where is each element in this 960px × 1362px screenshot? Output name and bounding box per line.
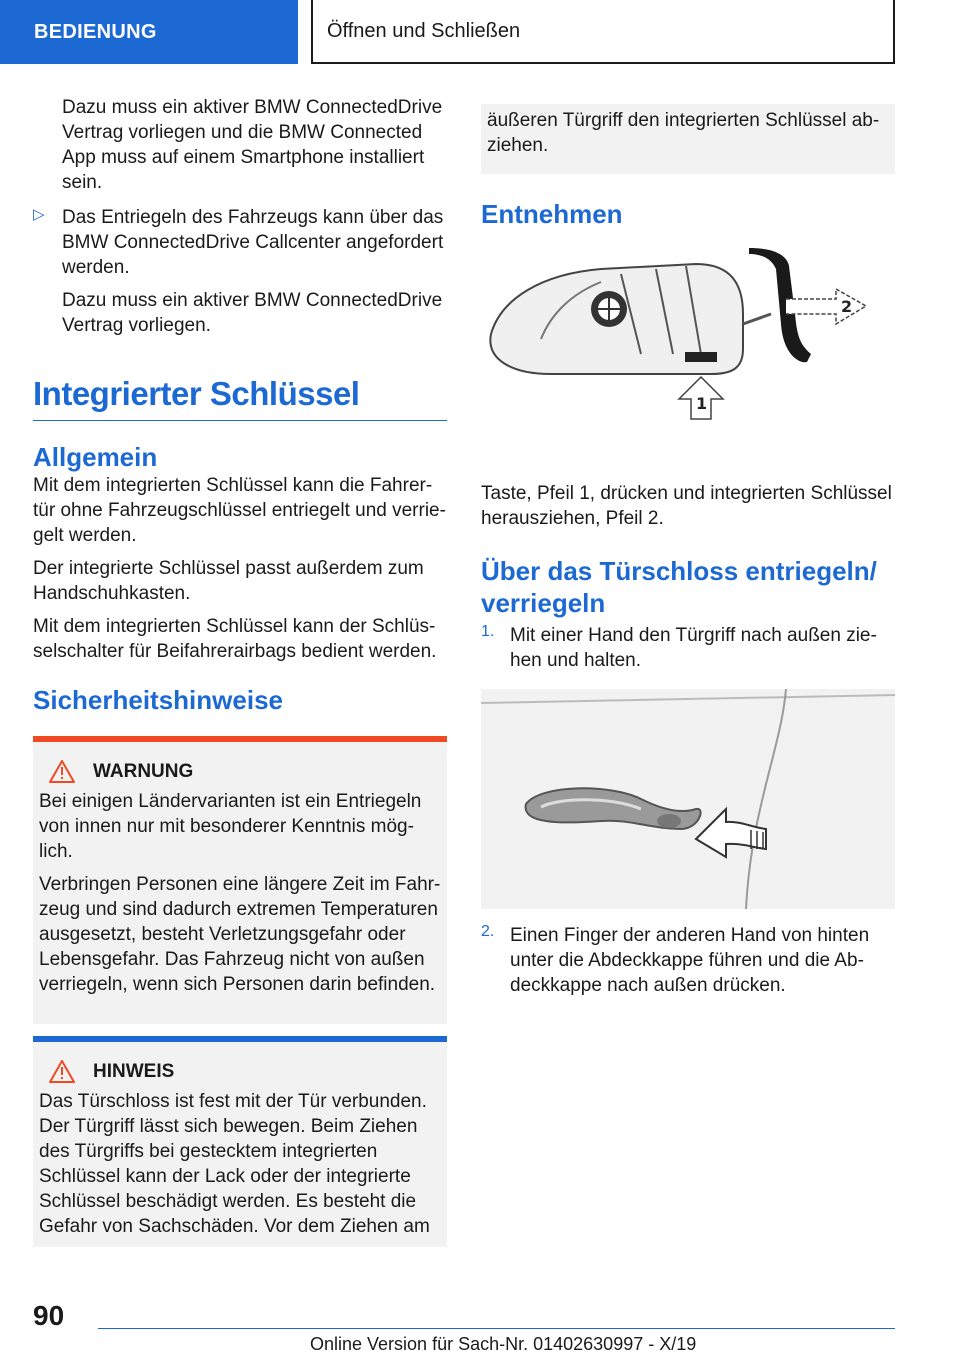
header-section: BEDIENUNG — [0, 0, 298, 64]
note-box-continued — [481, 104, 895, 174]
warning-text: Verbringen Personen eine längere Zeit im Fahrzeug und sind dadurch extremen Temperaturen ausgesetzt, besteht Verletzungsgefahr oder Lebensgefahr. Das Fahrzeug nicht von außen verriegeln, wenn sich Personen darin befinden. — [39, 874, 441, 995]
right-column — [481, 104, 895, 998]
paragraph: Mit dem integrierten Schlüssel kann die Fahrertür ohne Fahrzeugschlüssel entriegelt und verriegelt werden. — [33, 475, 446, 546]
section-title: Integrierter Schlüssel — [33, 375, 360, 412]
step-text: Einen Finger der anderen Hand von hinten unter die Abdeckkappe führen und die Abdeckkappe nach außen drücken. — [510, 925, 870, 996]
key-removal-illustration — [481, 244, 895, 439]
step-number: 1. — [481, 623, 495, 640]
subsection-title-lock: Über das Türschloss entriegeln/ verriegeln — [481, 556, 877, 618]
list-item — [481, 623, 895, 673]
list-item — [33, 205, 447, 338]
paragraph: Der integrierte Schlüssel passt außerdem zum Handschuhkasten. — [33, 558, 424, 604]
note-label: HINWEIS — [93, 1060, 175, 1082]
door-handle-image — [481, 689, 895, 909]
notice-triangle-icon — [49, 1060, 75, 1083]
bullet-subtext: Dazu muss ein aktiver BMW ConnectedDrive Vertrag vorliegen. — [62, 290, 443, 336]
note-title — [39, 1060, 441, 1083]
left-column — [33, 95, 447, 1247]
page-number: 90 — [33, 1300, 65, 1331]
bullet-text: Das Entriegeln des Fahrzeugs kann über das BMW ConnectedDrive Callcenter angefordert werden. — [62, 207, 444, 278]
section-heading-wrap — [33, 374, 447, 421]
footer-text: Online Version für Sach-Nr. 01402630997 - X/19 — [310, 1334, 697, 1354]
paragraph: Taste, Pfeil 1, drücken und integrierten Schlüssel herausziehen, Pfeil 2. — [481, 483, 892, 529]
header-chapter: Öffnen und Schließen — [311, 0, 895, 64]
bullet-triangle-icon: ▷ — [33, 206, 45, 223]
footer-divider — [98, 1328, 895, 1329]
warning-box — [33, 742, 447, 1024]
door-handle-illustration — [481, 689, 895, 909]
subsection-title-general: Allgemein — [33, 442, 158, 472]
warning-text: Bei einigen Ländervarianten ist ein Entriegeln von innen nur mit besonderer Kenntnis möglich. — [39, 791, 422, 862]
warning-title — [39, 760, 441, 783]
subsection-title-remove: Entnehmen — [481, 199, 623, 229]
note-text: Das Türschloss ist fest mit der Tür verbunden. Der Türgriff lässt sich bewegen. Beim Ziehen des Türgriffs bei gestecktem integrierten Schlüssel kann der Lack oder der integrierte Schlüssel beschädigt werden. Es besteht die Gefahr von Sachschäden. Vor dem Ziehen am — [39, 1091, 430, 1237]
subsection-title-safety: Sicherheitshinweise — [33, 685, 283, 715]
arrow-2-label: 2 — [841, 297, 853, 316]
warning-label: WARNUNG — [93, 760, 194, 782]
paragraph: Dazu muss ein aktiver BMW ConnectedDrive Vertrag vorliegen und die BMW Connected App muss auf einem Smartphone installiert sein. — [62, 97, 443, 193]
key-image — [481, 244, 895, 439]
paragraph: Mit dem integrierten Schlüssel kann der Schlüsselschalter für Beifahrerairbags bedient werden. — [33, 616, 437, 662]
step-text: Mit einer Hand den Türgriff nach außen ziehen und halten. — [510, 625, 877, 671]
step-number: 2. — [481, 923, 495, 940]
list-item — [481, 923, 895, 998]
arrow-1-label: 1 — [696, 394, 708, 413]
note-box — [33, 1042, 447, 1247]
note-text: äußeren Türgriff den integrierten Schlüssel abziehen. — [487, 110, 880, 156]
warning-triangle-icon — [49, 760, 75, 783]
